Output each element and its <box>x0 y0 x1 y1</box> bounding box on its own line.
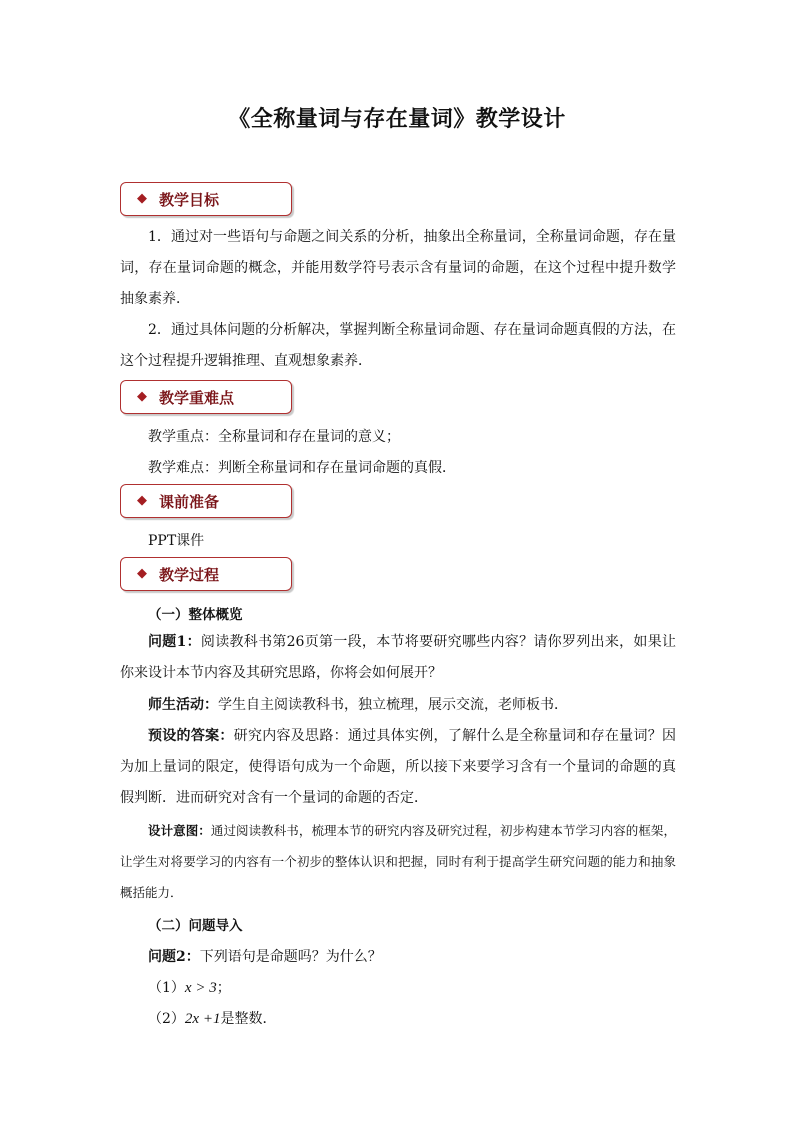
activity-text: 学生自主阅读教科书，独立梳理，展示交流，老师板书． <box>218 697 568 713</box>
item-text: 是整数． <box>220 1011 277 1027</box>
question-1-label: 问题1： <box>148 634 201 650</box>
diamond-bullet-icon: ◆ <box>137 493 147 508</box>
part1-heading: （一）整体概览 <box>148 607 243 623</box>
teaching-focus: 教学重点：全称量词和存在量词的意义； <box>148 429 400 445</box>
question-2-label: 问题2： <box>148 949 200 965</box>
list-item <box>148 1008 276 1028</box>
math-expression: 2x +1 <box>184 1011 221 1027</box>
section-label: 教学过程 <box>159 566 220 584</box>
teacher-student-activity <box>120 690 676 721</box>
math-expression: x > 3 <box>184 980 217 996</box>
goal-paragraph-1: 1．通过对一些语句与命题之间关系的分析，抽象出全称量词，全称量词命题，存在量词，存在量词命题的概念，并能用数学符号表示含有量词的命题，在这个过程中提升数学抽象素养． <box>120 229 676 307</box>
section-label: 教学目标 <box>159 191 220 209</box>
preset-answer <box>120 721 676 814</box>
section-header-goals <box>120 182 292 216</box>
section-header-process <box>120 557 292 591</box>
section-header-prep <box>120 484 292 518</box>
diamond-bullet-icon: ◆ <box>137 566 147 581</box>
answer-label: 预设的答案： <box>148 728 234 744</box>
activity-label: 师生活动： <box>148 697 218 713</box>
page-title: 《全称量词与存在量词》教学设计 <box>228 106 566 132</box>
prep-materials: PPT课件 <box>148 533 205 549</box>
section-label: 教学重难点 <box>159 389 235 407</box>
intent-label: 设计意图： <box>148 823 211 838</box>
item-number: （1） <box>148 980 185 996</box>
question-2 <box>148 946 382 966</box>
item-number: （2） <box>148 1011 185 1027</box>
diamond-bullet-icon: ◆ <box>137 389 147 404</box>
diamond-bullet-icon: ◆ <box>137 191 147 206</box>
question-2-text: 下列语句是命题吗？为什么？ <box>199 949 382 965</box>
intent-text: 通过阅读教科书，梳理本节的研究内容及研究过程，初步构建本节学习内容的框架，让学生对将要学习的内容有一个初步的整体认识和把握，同时有利于提高学生研究问题的能力和抽象概括能力． <box>120 823 676 900</box>
design-intent <box>120 815 676 908</box>
part2-heading: （二）问题导入 <box>148 918 243 934</box>
goal-paragraph-2: 2．通过具体问题的分析解决，掌握判断全称量词命题、存在量词命题真假的方法，在这个过程提升逻辑推理、直观想象素养． <box>120 322 676 369</box>
answer-text: 研究内容及思路：通过具体实例，了解什么是全称量词和存在量词？因为加上量词的限定，使得语句成为一个命题，所以接下来要学习含有一个量词的命题的真假判断．进而研究对含有一个量词的命题的否定． <box>120 728 677 806</box>
question-1 <box>120 627 676 689</box>
question-1-text: 阅读教科书第26页第一段，本节将要研究哪些内容？请你罗列出来，如果让你来设计本节内容及其研究思路，你将会如何展开？ <box>120 634 676 681</box>
item-punctuation: ； <box>216 980 231 996</box>
section-header-keypoints <box>120 380 292 414</box>
section-label: 课前准备 <box>159 493 220 511</box>
teaching-difficulty: 教学难点：判断全称量词和存在量词命题的真假． <box>148 460 456 476</box>
list-item <box>148 977 231 997</box>
